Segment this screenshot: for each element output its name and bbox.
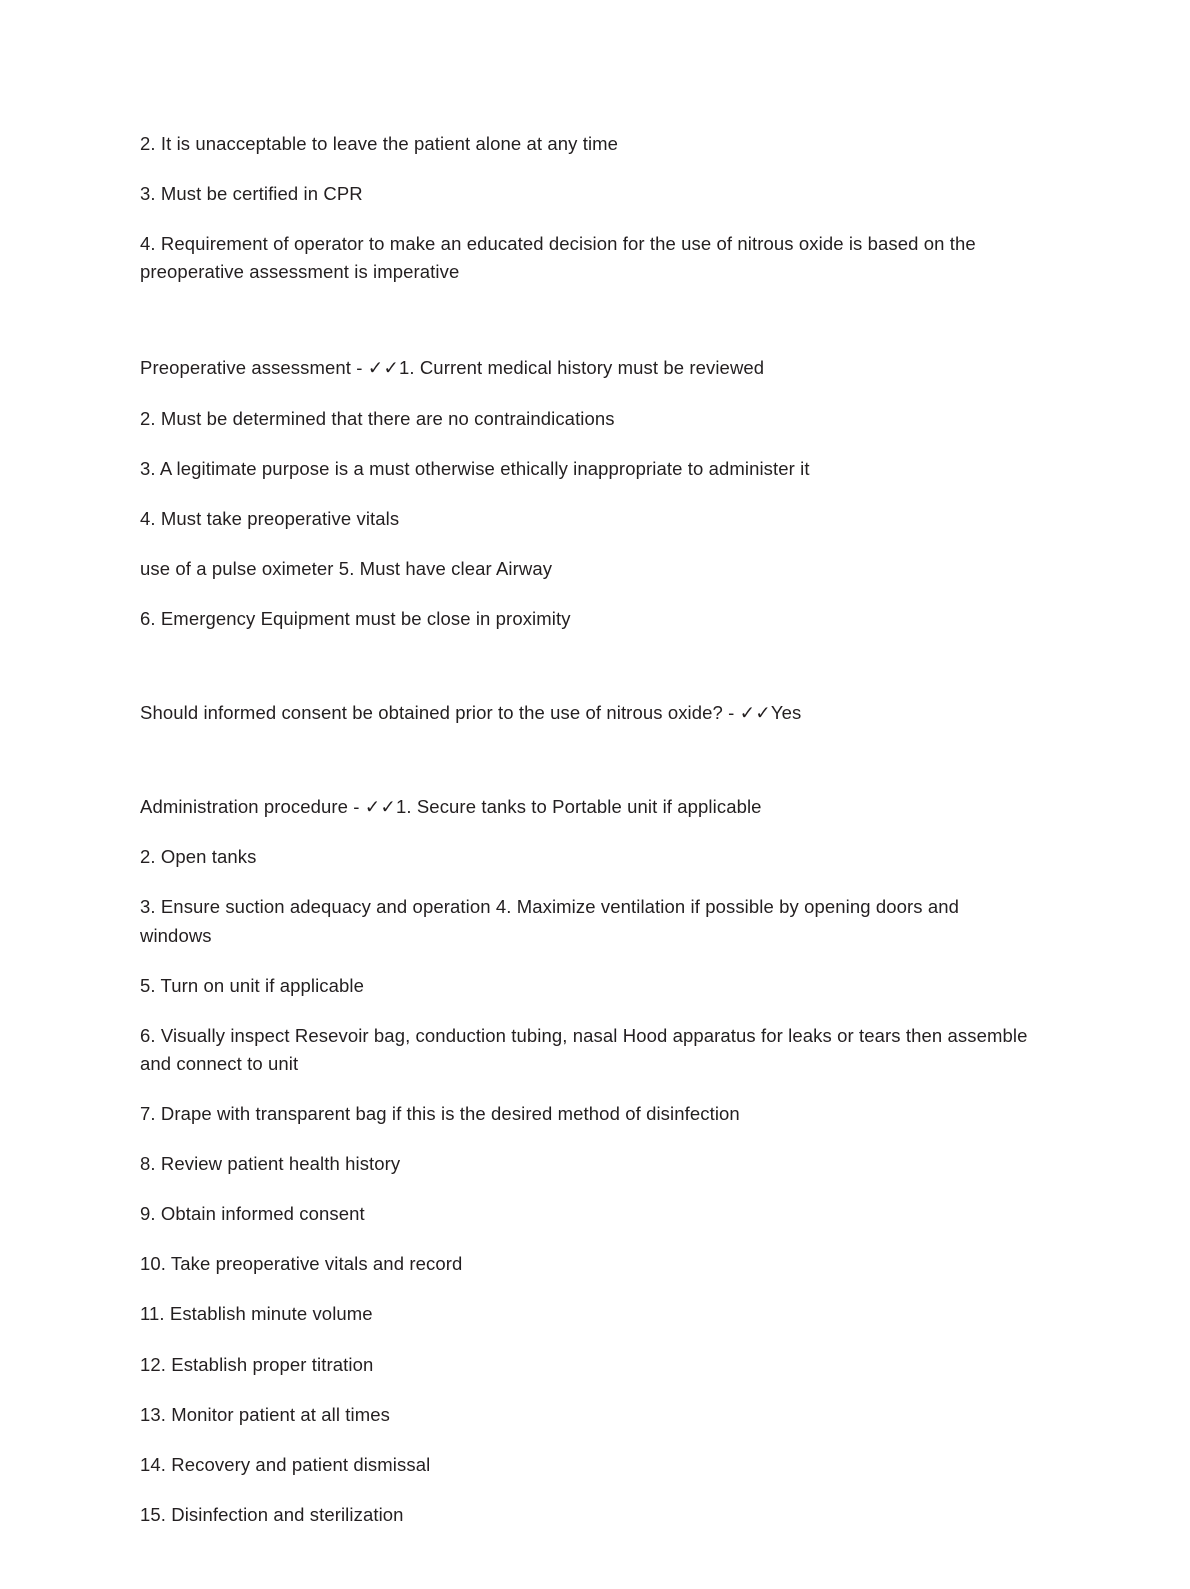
para-admin-6-inspect-reservoir: 6. Visually inspect Resevoir bag, conduction tubing, nasal Hood apparatus for leaks or tears then assemble and connect to unit: [140, 1024, 1028, 1074]
para-admin-2-open-tanks: 2. Open tanks: [140, 846, 257, 868]
section-gap-1: [140, 308, 1030, 354]
para-preoperative-assessment-heading: Preoperative assessment - ✓✓1. Current medical history must be reviewed: [140, 357, 765, 379]
para-admin-12-titration: 12. Establish proper titration: [140, 1353, 374, 1375]
para-preop-3-legitimate-purpose: 3. A legitimate purpose is a must otherwise ethically inappropriate to administer it: [140, 457, 810, 479]
para-preop-6-emergency-equipment: 6. Emergency Equipment must be close in proximity: [140, 607, 571, 629]
para-point-2-alone: 2. It is unacceptable to leave the patient alone at any time: [140, 133, 619, 154]
para-preop-2-contraindications: 2. Must be determined that there are no contraindications: [140, 407, 615, 429]
para-preop-4-vitals: 4. Must take preoperative vitals: [140, 507, 400, 529]
para-admin-5-turn-on-unit: 5. Turn on unit if applicable: [140, 974, 365, 996]
para-admin-8-health-history: 8. Review patient health history: [140, 1153, 401, 1175]
para-admin-11-minute-volume: 11. Establish minute volume: [140, 1303, 373, 1325]
para-admin-3-suction-ventilation: 3. Ensure suction adequacy and operation 4. Maximize ventilation if possible by opening doors and windows: [140, 896, 960, 946]
para-administration-procedure-heading: Administration procedure - ✓✓1. Secure tanks to Portable unit if applicable: [140, 796, 762, 818]
para-preop-pulse-oximeter: use of a pulse oximeter 5. Must have clear Airway: [140, 557, 553, 579]
section-gap-3: [140, 749, 1030, 793]
para-point-4-educated-decision: 4. Requirement of operator to make an educated decision for the use of nitrous oxide is based on the preoperative assessment is imperative: [140, 233, 976, 283]
section-gap-2: [140, 655, 1030, 699]
para-admin-7-drape: 7. Drape with transparent bag if this is the desired method of disinfection: [140, 1102, 740, 1124]
para-admin-14-recovery: 14. Recovery and patient dismissal: [140, 1453, 431, 1475]
para-admin-13-monitor: 13. Monitor patient at all times: [140, 1403, 390, 1425]
para-admin-10-vitals-record: 10. Take preoperative vitals and record: [140, 1253, 463, 1275]
para-informed-consent-question: Should informed consent be obtained prior to the use of nitrous oxide? - ✓✓Yes: [140, 702, 802, 724]
para-point-3-cpr: 3. Must be certified in CPR: [140, 183, 363, 205]
para-admin-15-disinfection: 15. Disinfection and sterilization: [140, 1503, 404, 1525]
document-body: [140, 130, 1030, 1529]
para-admin-9-informed-consent: 9. Obtain informed consent: [140, 1203, 365, 1225]
